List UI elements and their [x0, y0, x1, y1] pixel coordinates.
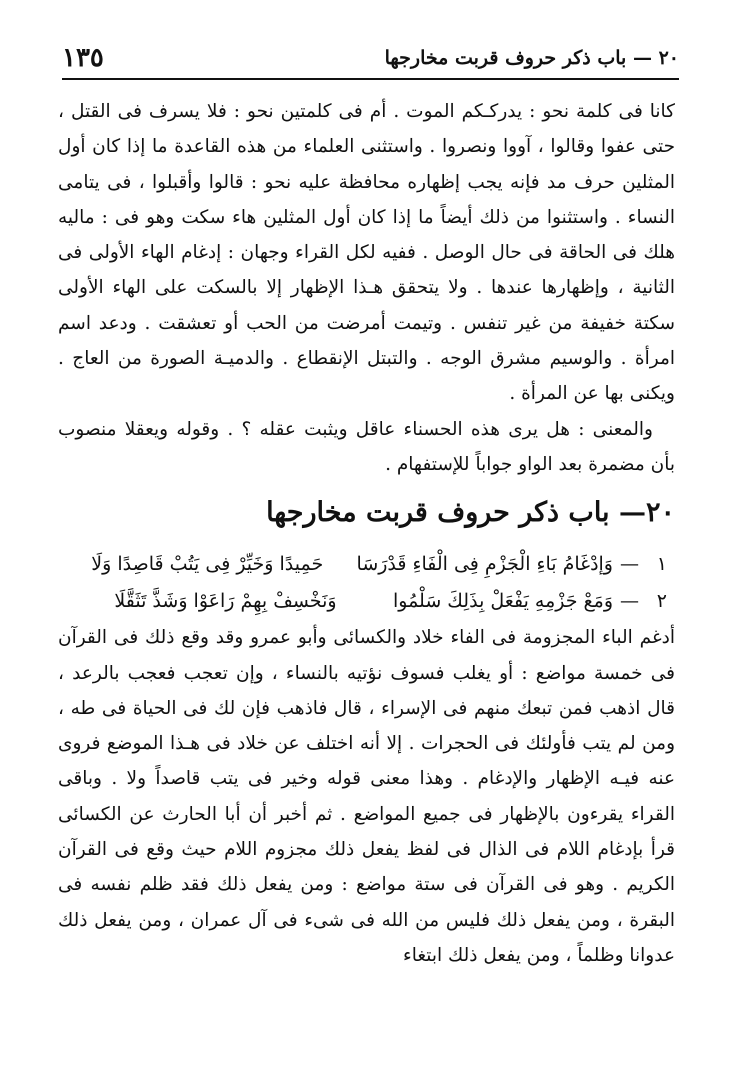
- verse-dash: —: [620, 590, 639, 613]
- verse-second-half: حَمِيدًا وَخَيِّرْ فِى يَتُبْ قَاصِدًا وَلَا: [91, 553, 324, 576]
- verse-number: ٢: [656, 590, 667, 613]
- body-paragraph-2: والمعنى : هل يرى هذه الحسناء عاقل ويثبت عقله ؟ . وقوله ويعقلا منصوب بأن مضمرة بعد الواو جواباً للإستفهام .: [58, 418, 675, 475]
- commentary-paragraph: أدغم الباء المجزومة فى الفاء خلاد والكسائى وأبو عمرو وقد وقع ذلك فى القرآن فى خمسة مواضع : أو يغلب فسوف نؤتيه بالنساء ، وإن تعجب فعجب بالرعد ، قال اذهب فمن تبعك منهم فى الإسراء ، قال فاذهب فإن لك فى الحياة فى طه ، ومن لم يتب فأولئك فى الحجرات . إلا أنه اختلف عن خلاد فى هـذا الموضع فروى عنه فيـه الإظهار والإدغام . وهذا معنى قوله وخير فى يتب قاصداً ولا . وباقى القراء يقرءون بالإظهار فى جميع المواضع . ثم أخبر أن أبا الحارث عن الكسائى قرأ بإدغام اللام فى الذال فى لفظ يفعل ذلك مجزوم اللام حيث وقع فى القرآن الكريم . وهو فى القرآن فى ستة مواضع : ومن يفعل ذلك فقد ظلم نفسه فى البقرة ، ومن يفعل ذلك فليس من الله فى شىء فى آل عمران ، ومن يفعل ذلك عدوانا وظلماً ، ومن يفعل ذلك ابتغاء: [58, 627, 675, 966]
- page-header: [62, 40, 679, 76]
- verse-number: ١: [656, 553, 667, 576]
- page-number: ١٣٥: [62, 43, 104, 73]
- verse-dash: —: [620, 553, 639, 576]
- chapter-title: ٢٠— باب ذكر حروف قربت مخارجها: [266, 497, 675, 529]
- verse-line-2: [58, 583, 675, 620]
- page-body: [58, 94, 675, 973]
- running-title: ٢٠ — باب ذكر حروف قربت مخارجها: [384, 47, 679, 69]
- body-paragraph-1: كانا فى كلمة نحو : يدركـكم الموت . أم فى كلمتين نحو : فلا يسرف فى القتل ، حتى عفوا وقالوا ، آووا ونصروا . واستثنى العلماء من هذه القاعدة ما إذا كان أول المثلين حرف مد فإنه يجب إظهاره محافظة عليه نحو : قالوا وأقبلوا ، فى يتامى النساء . واستثنوا من ذلك أيضاً ما إذا كان أول المثلين هاء سكت وهو فى : ماليه هلك فى الحاقة فى حال الوصل . ففيه لكل القراء وجهان : إدغام الهاء الأولى فى الثانية ، وإظهارها عندها . ولا يتحقق هـذا الإظهار إلا بالسكت على الهاء الأولى سكتة خفيفة من غير تنفس . وتيمت أمرضت من الحب أو تعشقت . ودعد اسم امرأة . والوسيم مشرق الوجه . والتبتل الإنقطاع . والدميـة الصورة من العاج . ويكنى بها عن المرأة .: [58, 101, 675, 405]
- verse-first-half: وَمَعْ جَزْمِهِ يَفْعَلْ بِذَلِكَ سَلْمُوا: [392, 590, 613, 613]
- verse-second-half: وَنَخْسِفْ بِهِمْ رَاعَوْا وَشَذَّ تَثَقَّلَا: [114, 590, 337, 613]
- verse-line-1: [58, 546, 675, 583]
- verse-first-half: وَإدْغَامُ بَاءِ الْجَزْمِ فِى الْفَاءِ قَدْرَسَا: [356, 553, 613, 576]
- header-rule: [62, 78, 679, 80]
